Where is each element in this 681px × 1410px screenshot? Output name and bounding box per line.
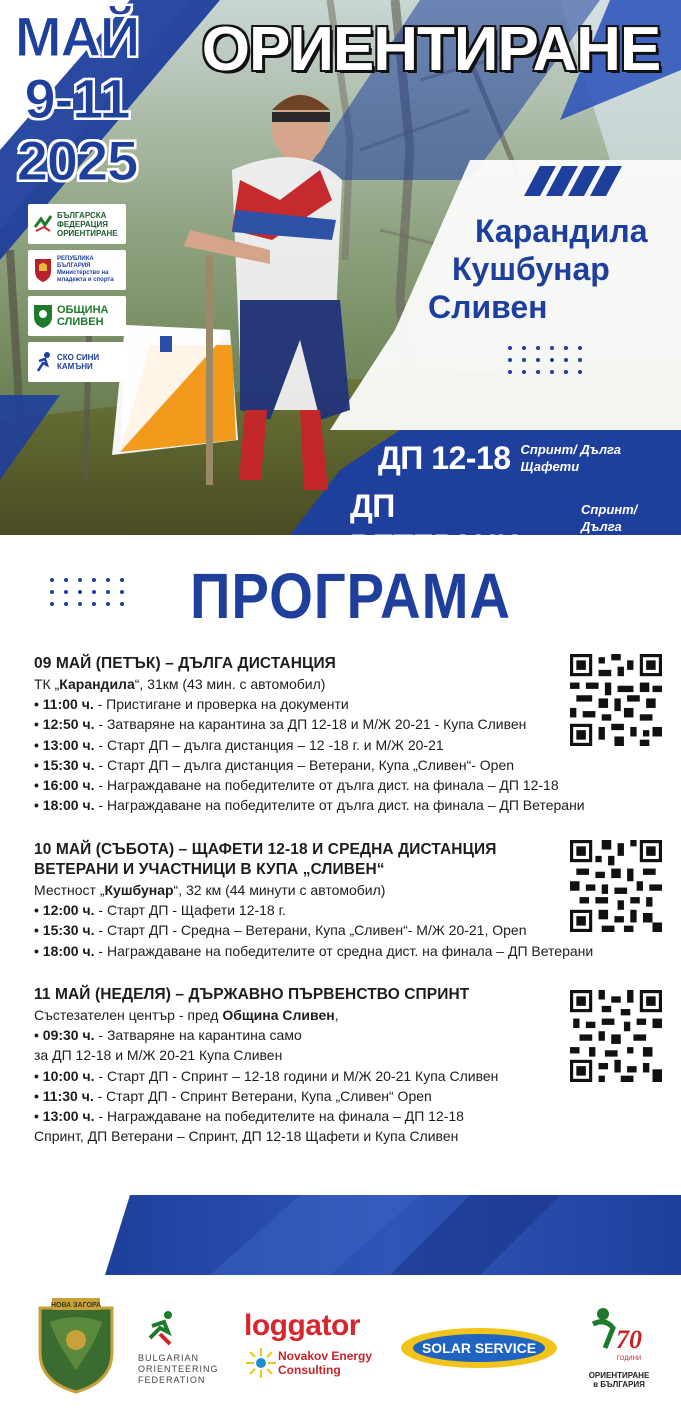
sliven-municipality-logo	[28, 296, 126, 336]
item-time: • 12:00 ч.	[34, 902, 95, 919]
decor-dots-left	[50, 578, 124, 606]
anniversary-line: ОРИЕНТИРАНЕ	[588, 1371, 650, 1380]
novakov-line: Novakov Energy	[278, 1349, 373, 1363]
schedule-item	[34, 900, 634, 920]
qr-code-icon[interactable]	[570, 654, 662, 746]
competition-name: ДП 12-18	[378, 440, 511, 476]
ministry-logo-text: РЕПУБЛИКА БЪЛГАРИЯ Министерство на младежта и спорта	[57, 256, 114, 283]
item-time: • 15:30 ч.	[34, 922, 95, 939]
main-title: ОРИЕНТИРАНЕ	[201, 15, 661, 84]
schedule-item	[34, 755, 634, 775]
decor-lines	[122, 575, 192, 631]
schedule-item	[34, 694, 634, 714]
crest-label: НОВА ЗАГОРА	[50, 1302, 102, 1309]
sko-logo-text: СКО СИНИ КАМЪНИ	[57, 353, 100, 371]
program-title: ПРОГРАМА	[190, 560, 511, 632]
loggator-logo	[244, 1310, 394, 1380]
item-text: - Старт ДП – дълга дистанция – 12 -18 г. и М/Ж 20-21	[94, 736, 444, 753]
item-text: - Награждаване на победителите от дълга дист. на финала – ДП 12-18	[94, 777, 559, 794]
schedule-item	[34, 714, 634, 734]
day-location	[34, 1005, 634, 1025]
date-days: 9-11	[24, 67, 130, 130]
item-text: - Затваряне на карантина за ДП 12-18 и М/Ж 20-21 - Купа Сливен	[94, 716, 527, 733]
item-text: - Награждаване на победителите от средна дист. на финала – ДП Ветерани	[94, 942, 594, 959]
day-title: 10 МАЙ (СЪБОТА) – ЩАФЕТИ 12-18 И СРЕДНА ДИСТАНЦИЯ	[34, 841, 497, 858]
location-name: Кушбунар	[104, 882, 174, 898]
hero-banner	[0, 0, 681, 564]
discipline-line: Щафети	[520, 459, 580, 474]
bfo-logo	[28, 204, 126, 244]
date-year: 2025	[16, 129, 138, 192]
item-text: - Старт ДП - Спринт Ветерани, Купа „Сливен“ Open	[93, 1087, 432, 1104]
schedule-item	[34, 795, 634, 815]
schedule-item	[34, 735, 634, 755]
sliven-crest-icon	[32, 303, 54, 329]
item-text: - Награждаване на победителите на финала – ДП 12-18	[94, 1108, 464, 1125]
day-title: 11 МАЙ (НЕДЕЛЯ) – ДЪРЖАВНО ПЪРВЕНСТВО СПРИНТ	[34, 986, 470, 1003]
schedule-item	[34, 1066, 634, 1086]
day-block-2	[34, 840, 634, 961]
location-name: Карандила	[59, 676, 135, 692]
bof-text-line: ORIENTEERING	[138, 1364, 219, 1374]
novakov-text	[278, 1349, 372, 1377]
item-time: • 16:00 ч.	[34, 777, 95, 794]
discipline-line: Спринт/ Дълга	[520, 442, 622, 457]
anniversary-logo	[574, 1304, 664, 1389]
sko-logo	[28, 342, 126, 382]
bfo-logo-text: БЪЛГАРСКА ФЕДЕРАЦИЯ ОРИЕНТИРАНЕ	[57, 210, 118, 238]
decor-dots-right	[508, 346, 582, 374]
item-text: - Старт ДП – дълга дистанция – Ветерани, Купа „Сливен“- Open	[94, 756, 515, 773]
item-text: - Награждаване на победителите от дълга дист. на финала – ДП Ветерани	[94, 797, 585, 814]
location-name: Община Сливен	[222, 1007, 335, 1023]
item-text: Спринт, ДП Ветерани – Спринт, ДП 12-18 Щафети и Купа Сливен	[34, 1128, 459, 1145]
loggator-text: loggator	[244, 1309, 360, 1342]
runner-icon	[32, 351, 54, 373]
competition-name: ДП ВЕТЕРАНИ	[350, 488, 520, 564]
novakov-line: Consulting	[278, 1363, 341, 1377]
control-flag	[112, 325, 238, 455]
anniversary-number: 70	[616, 1325, 642, 1354]
qr-code-icon[interactable]	[570, 990, 662, 1082]
schedule-item	[34, 775, 634, 795]
ministry-logo	[28, 250, 126, 290]
schedule-item	[34, 1106, 634, 1126]
sun-icon	[244, 1346, 278, 1380]
date-month: МАЙ	[14, 5, 140, 68]
schedule-item	[34, 920, 634, 940]
bof-text-line: BULGARIAN	[138, 1353, 200, 1363]
item-text: - Пристигане и проверка на документи	[93, 696, 349, 713]
organizer-logos	[28, 204, 126, 388]
competition-disciplines	[521, 441, 622, 475]
bof-text-line: FEDERATION	[138, 1375, 206, 1385]
item-time: • 10:00 ч.	[34, 1067, 95, 1084]
bfo-icon	[32, 213, 54, 235]
nova-zagora-crest-icon	[36, 1298, 116, 1394]
item-time: • 09:30 ч.	[34, 1027, 95, 1044]
schedule-item	[34, 941, 634, 961]
location-suffix: “, 32 км (44 минути с автомобил)	[173, 882, 386, 898]
venues	[420, 212, 670, 326]
item-time: • 11:00 ч.	[34, 696, 94, 713]
location-suffix: “, 31км (43 мин. с автомобил)	[134, 676, 326, 692]
schedule-item	[34, 1045, 634, 1065]
location-prefix: ТК „	[34, 676, 60, 692]
solar-service-text: SOLAR SERVICE	[421, 1340, 537, 1356]
anniversary-70-icon	[589, 1304, 649, 1366]
anniversary-line: в БЪЛГАРИЯ	[593, 1380, 645, 1389]
competition-youth	[378, 438, 621, 478]
schedule-item	[34, 1126, 634, 1146]
day-block-1	[34, 654, 634, 815]
competition-veterans	[350, 486, 681, 566]
item-time: • 13:00 ч.	[34, 1108, 95, 1125]
competition-disciplines	[581, 501, 681, 552]
discipline-line: Средна	[581, 535, 629, 551]
day-title-cont: ВЕТЕРАНИ И УЧАСТНИЦИ В КУПА „СЛИВЕН“	[34, 861, 385, 878]
coat-of-arms-icon	[32, 257, 54, 283]
footer-band	[0, 1195, 681, 1300]
day-location	[34, 880, 634, 900]
qr-code-icon[interactable]	[570, 840, 662, 932]
item-text: - Старт ДП - Спринт – 12-18 години и М/Ж 20-21 Купа Сливен	[94, 1067, 499, 1084]
item-time: • 18:00 ч.	[34, 797, 95, 814]
location-suffix: ,	[334, 1007, 339, 1023]
schedule-item	[34, 1086, 634, 1106]
day-location	[34, 674, 634, 694]
sponsors-row	[0, 1296, 681, 1410]
day-block-3	[34, 985, 634, 1146]
venue-karandila: Карандила	[475, 213, 648, 249]
solar-service-logo	[398, 1326, 560, 1370]
item-text: за ДП 12-18 и М/Ж 20-21 Купа Сливен	[34, 1047, 283, 1064]
item-text: - Затваряне на карантина само	[94, 1027, 302, 1044]
event-dates	[12, 6, 142, 192]
sliven-logo-text: ОБЩИНА СЛИВЕН	[57, 304, 109, 328]
location-prefix: Местност „	[34, 882, 105, 898]
bof-runner-icon	[138, 1310, 188, 1346]
item-text: - Старт ДП - Щафети 12-18 г.	[94, 902, 286, 919]
venue-kushbunar: Кушбунар	[452, 251, 610, 287]
item-time: • 12:50 ч.	[34, 716, 95, 733]
item-time: • 15:30 ч.	[34, 756, 95, 773]
day-title: 09 МАЙ (ПЕТЪК) – ДЪЛГА ДИСТАНЦИЯ	[34, 655, 336, 672]
anniversary-sub: ГОДИНИ	[616, 1356, 642, 1362]
competition-band	[340, 432, 681, 564]
discipline-line: Спринт/ Дълга	[581, 501, 638, 534]
bof-logo	[138, 1310, 218, 1386]
item-text: - Старт ДП - Средна – Ветерани, Купа „Сливен“- М/Ж 20-21, Open	[94, 922, 527, 939]
item-time: • 13:00 ч.	[34, 736, 95, 753]
venue-sliven: Сливен	[428, 289, 548, 325]
item-time: • 18:00 ч.	[34, 942, 95, 959]
location-prefix: Състезателен център - пред	[34, 1007, 223, 1023]
item-time: • 11:30 ч.	[34, 1087, 94, 1104]
schedule-item	[34, 1025, 634, 1045]
